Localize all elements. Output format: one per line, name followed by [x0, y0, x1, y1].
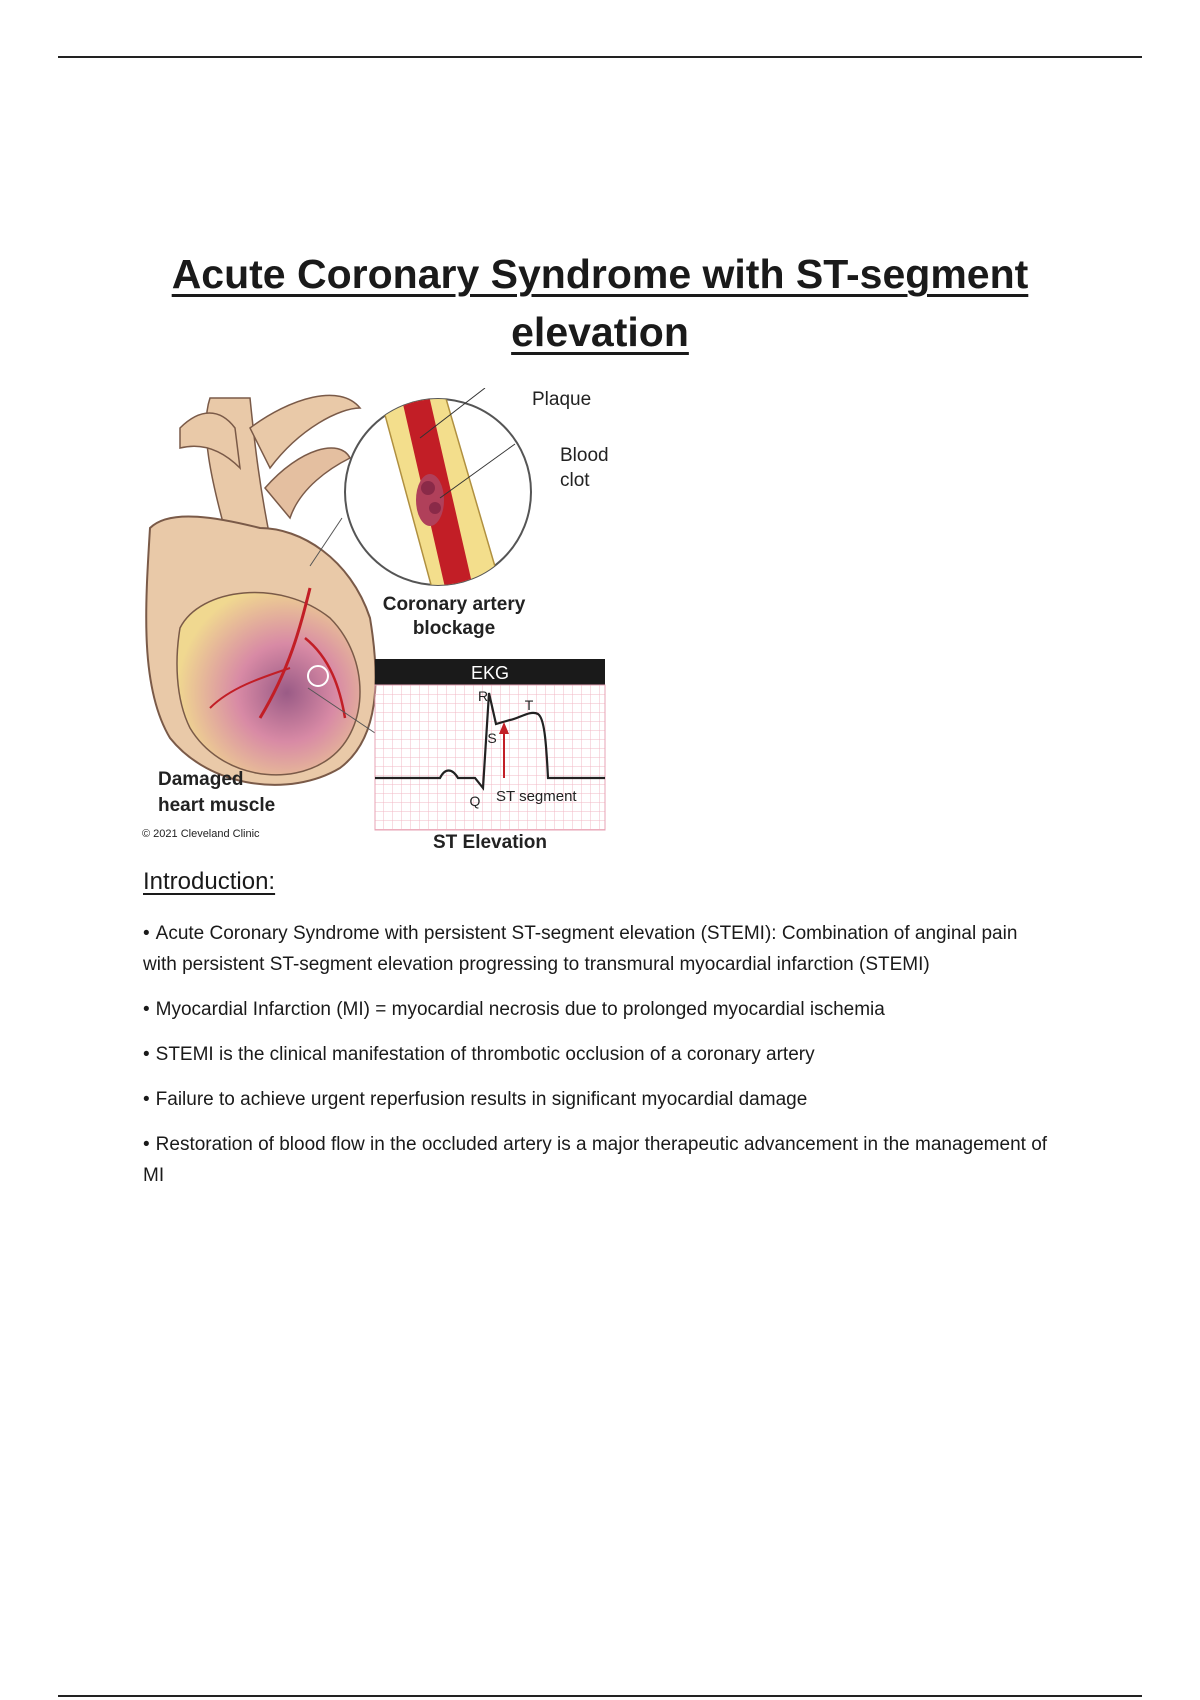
list-item — [143, 1129, 1053, 1191]
top-rule — [58, 56, 1142, 58]
list-item — [143, 918, 1053, 980]
bottom-rule — [58, 1695, 1142, 1697]
heart — [146, 516, 375, 784]
bullet-text: STEMI is the clinical manifestation of thrombotic occlusion of a coronary artery — [155, 1044, 815, 1065]
blood-clot-label-line2: clot — [560, 470, 590, 491]
bullet-marker: • — [143, 923, 150, 944]
page-title: Acute Coronary Syndrome with ST-segment elevation — [171, 251, 1029, 356]
introduction-heading: Introduction: — [143, 868, 276, 895]
damaged-muscle-label-line2: heart muscle — [158, 795, 276, 816]
ekg-t-label: T — [524, 697, 534, 713]
damaged-muscle-label-line1: Damaged — [158, 769, 244, 790]
bullet-marker: • — [143, 1134, 150, 1155]
st-segment-label: ST segment — [496, 788, 577, 805]
list-item — [143, 994, 1053, 1025]
plaque-label: Plaque — [532, 389, 592, 410]
bullet-text: Myocardial Infarction (MI) = myocardial necrosis due to prolonged myocardial ischemia — [155, 999, 885, 1020]
introduction-bullet-list — [143, 918, 1053, 1205]
copyright-notice: © 2021 Cleveland Clinic — [142, 828, 260, 840]
ekg-panel — [375, 659, 605, 830]
blood-clot-label-line1: Blood — [560, 445, 609, 466]
ekg-s-label: S — [487, 730, 497, 746]
ekg-q-label: Q — [469, 793, 481, 809]
bullet-text: Failure to achieve urgent reperfusion results in significant myocardial damage — [155, 1089, 808, 1110]
bullet-marker: • — [143, 999, 150, 1020]
blockage-label-line2: blockage — [412, 618, 496, 639]
bullet-text: Restoration of blood flow in the occluded artery is a major therapeutic advancement in the management of MI — [143, 1134, 1048, 1186]
stemi-illustration — [140, 388, 620, 858]
bullet-marker: • — [143, 1044, 150, 1065]
list-item — [143, 1084, 1053, 1115]
st-elevation-caption: ST Elevation — [432, 832, 548, 853]
bullet-marker: • — [143, 1089, 150, 1110]
list-item — [143, 1039, 1053, 1070]
ekg-header-label: EKG — [470, 663, 510, 683]
ekg-r-label: R — [477, 688, 489, 704]
bullet-text: Acute Coronary Syndrome with persistent ST-segment elevation (STEMI): Combination of anginal pain with persistent ST-segment elevation progressing to transmural myocardial infarction (STEMI) — [143, 923, 1018, 975]
blockage-label-line1: Coronary artery — [382, 594, 526, 615]
heart-ekg-diagram — [140, 388, 620, 858]
